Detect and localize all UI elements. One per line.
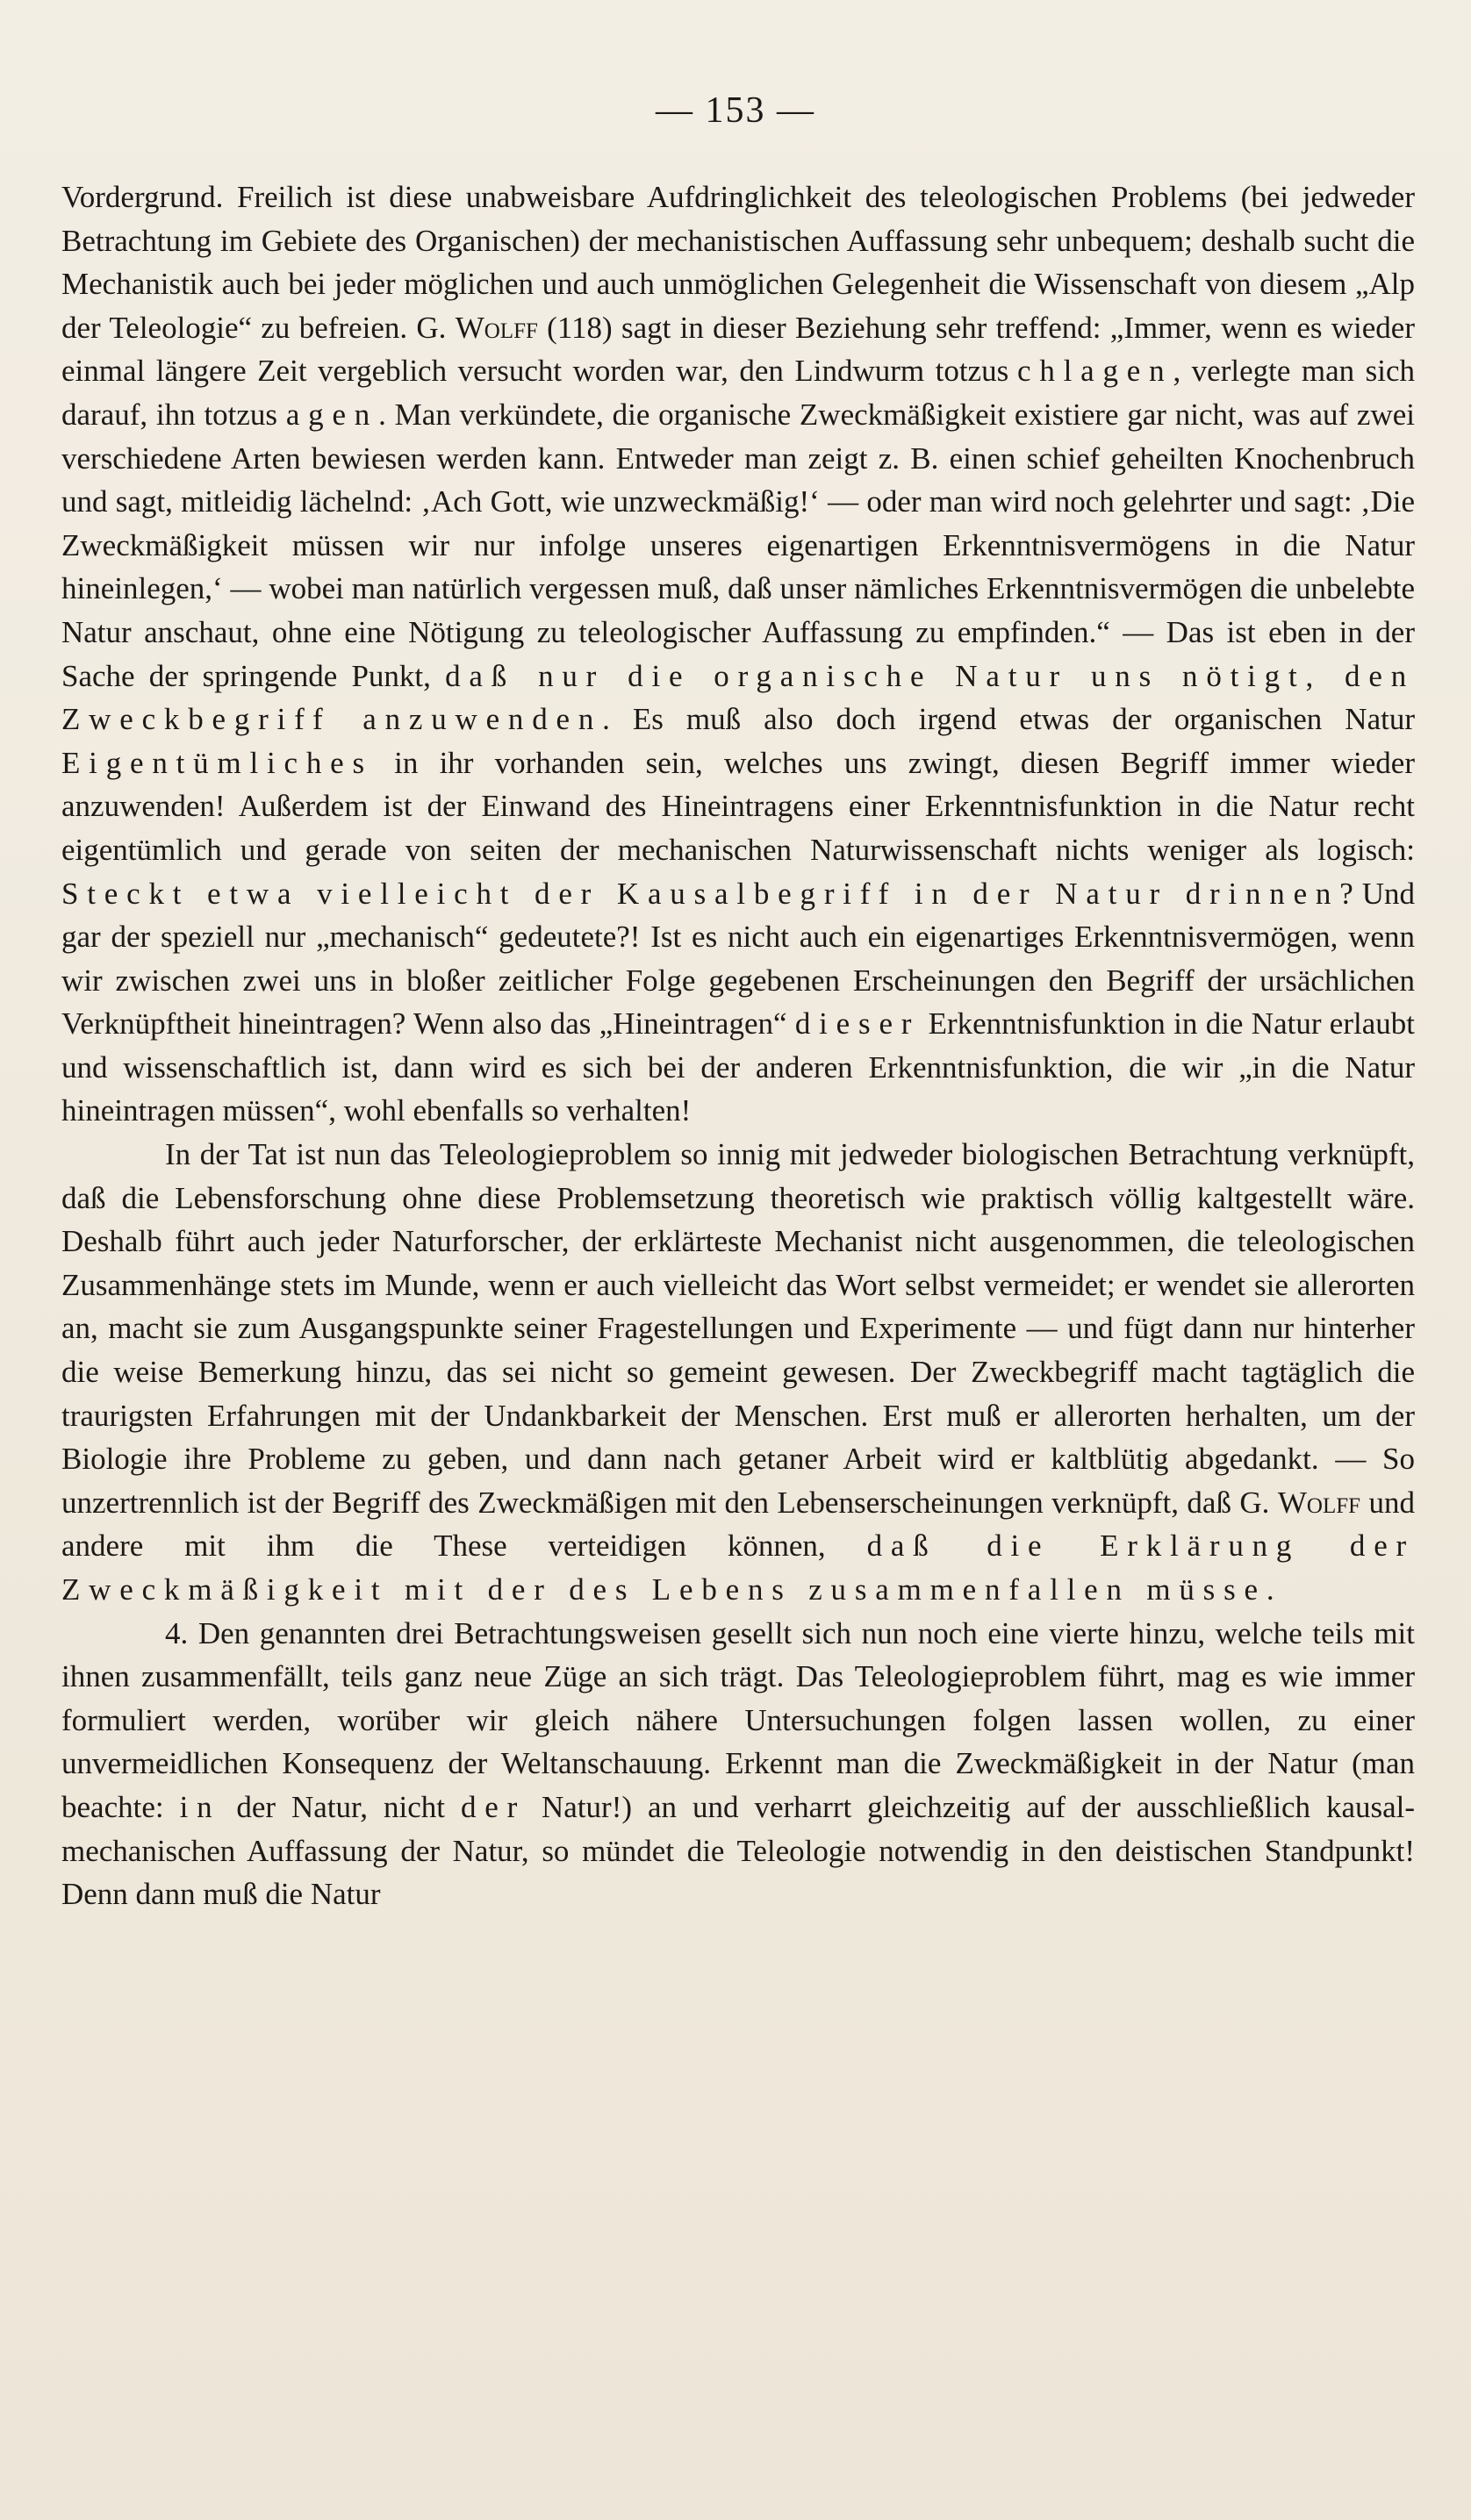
text-run: 4. Den genannten drei Betrachtungsweisen gesellt sich nun noch eine vierte hinzu, welche teils mit ihnen zusammenfällt, teils ganz neue Züge an sich trägt. Das Teleologieproblem führt, mag es wie immer formuliert werden, worüber wir gleich nähere Untersuchungen folgen lassen wollen, zu einer unvermeidlichen Konsequenz der Weltanschauung. Erkennt man die Zweckmäßigkeit in der Natur (man beachte: — [61, 1615, 1415, 1824]
text-run: totzu — [935, 354, 997, 389]
text-run: totzu — [204, 397, 266, 432]
emphasized-text: in — [179, 1789, 221, 1824]
emphasized-text: Eigentümliches — [61, 745, 373, 780]
text-run: In der Tat ist nun das Teleologieproblem so innig mit jedweder biologischen Betrachtung verknüpft, daß die Lebensforschung ohne diese Problemsetzung theoretisch wie praktisch völlig kaltgestellt wäre. Deshalb führt auch jeder Naturforscher, der erklärteste Mechanist nicht ausgenommen, die teleologischen Zusammenhänge stets im Munde, wenn er auch vielleicht das Wort selbst vermeidet; er wendet sie allerorten an, macht sie zum Ausgangspunkte seiner Fragestellungen und Experimente — und fügt dann nur hinterher die weise Bemerkung hinzu, das sei nicht so gemeint gewesen. Der Zweckbegriff macht tagtäglich die traurigsten Erfahrungen mit der Undankbarkeit der Menschen. Erst muß er allerorten herhalten, um der Biologie ihre Probleme zu geben, und dann nach getaner Arbeit wird er kaltblütig abgedankt. — So unzertrennlich ist der Begriff des Zweckmäßigen mit den Lebenserscheinungen verknüpft, daß G. — [61, 1137, 1415, 1520]
emphasized-text: daß nur die organische Natur uns nötigt, den Zweckbegriff anzuwenden — [61, 658, 1415, 737]
text-run: und andere mit ihm die These verteidigen können, — [61, 1485, 1416, 1564]
text-run: , verlegte man sich darauf, ihn — [61, 354, 1415, 432]
author-name: Wolff — [455, 310, 538, 345]
text-run: Natur!) an und verharrt gleichzeitig auf der ausschließlich kausal-mechanischen Auffassung der Natur, so mündet die Teleologie notwendig in den deistischen Standpunkt! Denn dann muß die Natur — [61, 1789, 1416, 1912]
emphasized-text: sagen — [265, 397, 379, 432]
paragraph-2 — [61, 1133, 1415, 1612]
emphasized-text: Steckt etwa vielleicht der Kausalbegriff in der Natur drinnen — [61, 876, 1340, 911]
body-text — [61, 175, 1415, 1916]
text-run: . Es muß also doch irgend etwas der organischen Natur — [602, 702, 1415, 737]
text-run: (118) sagt in dieser Beziehung sehr treffend: „Immer, wenn es wieder einmal längere Zeit vergeblich versucht worden war, den Lindwurm — [61, 310, 1415, 389]
paragraph-1 — [61, 175, 1415, 1133]
text-run: Erkenntnisfunktion in die Natur erlaubt und wissenschaftlich ist, dann wird es sich bei der anderen Erkenntnisfunktion, die wir „in die Natur hineintragen müssen“, wohl ebenfalls so verhalten! — [61, 1006, 1415, 1128]
paragraph-3 — [61, 1612, 1415, 1916]
text-run: . — [1266, 1572, 1274, 1607]
emphasized-text: daß die Erklärung der Zweckmäßigkeit mit der des Lebens zusammenfallen müsse — [61, 1528, 1416, 1607]
text-run: ? Und gar der speziell nur „mechanisch“ gedeutete?! Ist es nicht auch ein eigenartiges Erkenntnisvermögen, wenn wir zwischen zwei uns in bloßer zeitlicher Folge gegebenen Erscheinungen den Begriff der ursächlichen Verknüpftheit hineintragen? Wenn also das „Hineintragen“ — [61, 876, 1416, 1042]
author-name: Wolff — [1277, 1485, 1361, 1520]
emphasized-text: schlagen — [996, 354, 1173, 389]
text-run: in ihr vorhanden sein, welches uns zwingt, diesen Begriff immer wieder anzuwenden! Außerdem ist der Einwand des Hineintragens einer Erkenntnisfunktion in die Natur recht eigentümlich und gerade von seiten der mechanischen Naturwissenschaft nichts weniger als logisch: — [61, 745, 1415, 867]
text-run: . Man verkündete, die organische Zweckmäßigkeit existiere gar nicht, was auf zwei verschiedene Arten bewiesen werden kann. Entweder man zeigt z. B. einen schief geheilten Knochenbruch und sagt, mitleidig lächelnd: ‚Ach Gott, wie unzweckmäßig!‘ — oder man wird noch gelehrter und sagt: ‚Die Zweckmäßigkeit müssen wir nur infolge unseres eigenartigen Erkenntnisvermögens in die Natur hineinlegen,‘ — wobei man natürlich vergessen muß, daß unser nämliches Erkenntnisvermögen die unbelebte Natur anschaut, ohne eine Nötigung zu teleologischer Auffassung zu empfinden.“ — Das ist eben in der Sache der springende Punkt, — [61, 397, 1415, 693]
emphasized-text: der — [460, 1789, 527, 1824]
text-run: der Natur, nicht — [220, 1789, 461, 1824]
emphasized-text: dieser — [794, 1006, 921, 1042]
page-number: — 153 — — [656, 90, 815, 131]
text-run: Vordergrund. Freilich ist diese unabweisbare Aufdringlichkeit des teleologischen Problems (bei jedweder Betrachtung im Gebiete des Organischen) der mechanistischen Auffassung sehr unbequem; deshalb sucht die Mechanistik auch bei jeder möglichen und auch unmöglichen Gelegenheit die Wissenschaft von diesem „Alp der Teleologie“ zu befreien. G. — [61, 180, 1415, 345]
